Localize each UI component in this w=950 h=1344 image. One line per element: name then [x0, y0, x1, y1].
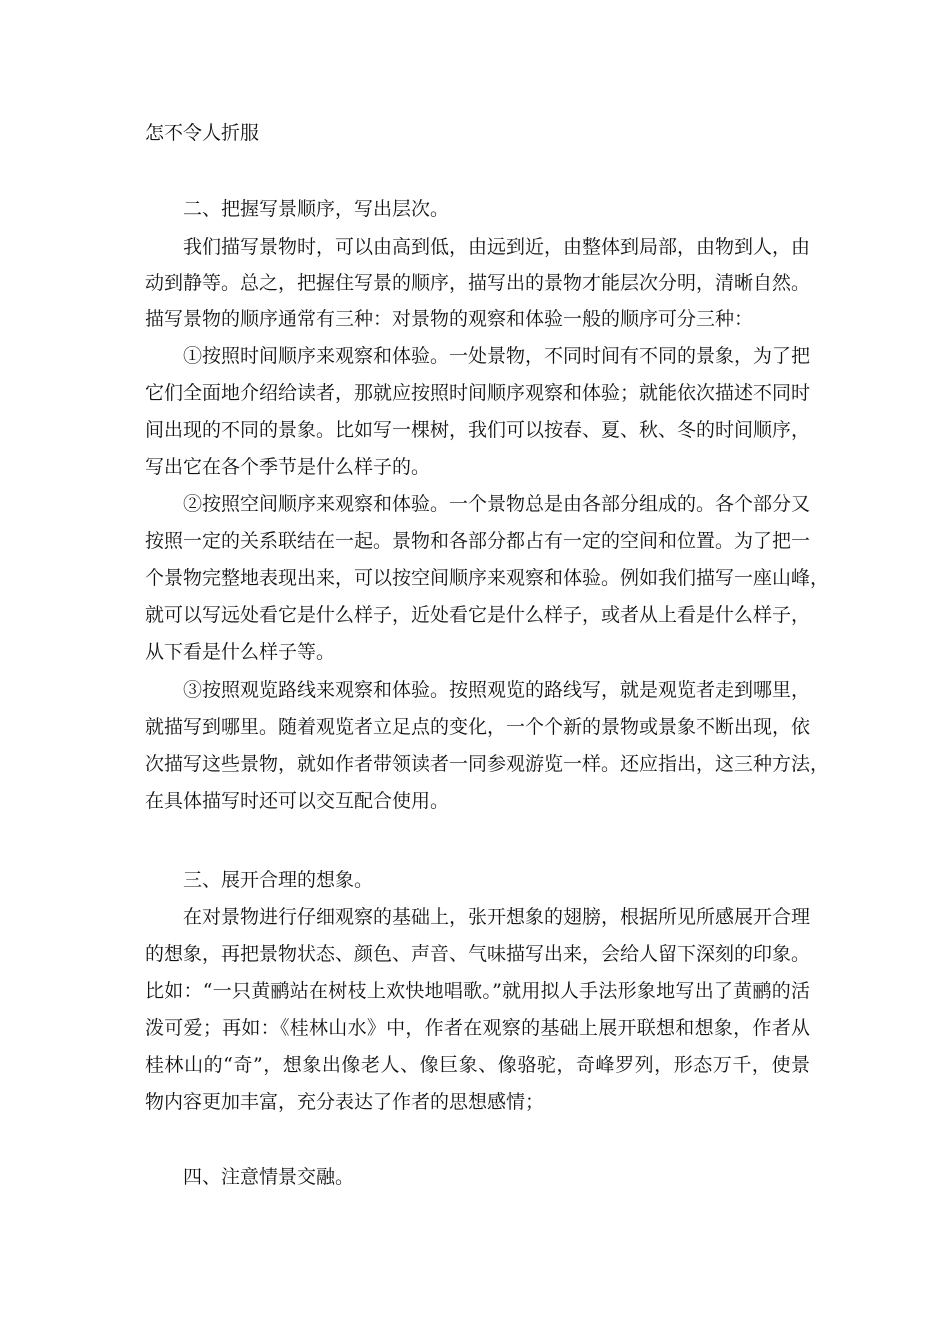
paragraph-line: 从下看是什么样子等。	[145, 641, 336, 663]
paragraph-line: 按照一定的关系联结在一起。景物和各部分都占有一定的空间和位置。为了把一	[145, 530, 811, 552]
paragraph-line: 次描写这些景物，就如作者带领读者一同参观游览一样。还应指出，这三种方法，	[145, 753, 830, 775]
paragraph-line: ①按照时间顺序来观察和体验。一处景物，不同时间有不同的景象，为了把	[183, 345, 811, 367]
paragraph-line: 就描写到哪里。随着观览者立足点的变化，一个个新的景物或景象不断出现，依	[145, 716, 811, 738]
paragraph-line: 泼可爱；再如：《桂林山水》中，作者在观察的基础上展开联想和想象，作者从	[145, 1017, 810, 1039]
continuation-text: 怎不令人折服	[145, 122, 260, 144]
paragraph-line: 它们全面地介绍给读者，那就应按照时间顺序观察和体验；就能依次描述不同时	[145, 382, 811, 404]
paragraph-line: 写出它在各个季节是什么样子的。	[145, 456, 431, 478]
paragraph-line: 在对景物进行仔细观察的基础上，张开想象的翅膀，根据所见所感展开合理	[183, 906, 811, 928]
paragraph-line: 动到静等。总之，把握住写景的顺序，描写出的景物才能层次分明，清晰自然。	[145, 272, 811, 294]
section3-heading: 三、展开合理的想象。	[183, 869, 374, 891]
paragraph-line: ②按照空间顺序来观察和体验。一个景物总是由各部分组成的。各个部分又	[183, 493, 811, 515]
paragraph-line: 物内容更加丰富，充分表达了作者的思想感情；	[145, 1091, 545, 1113]
paragraph-line: ③按照观览路线来观察和体验。按照观览的路线写，就是观览者走到哪里，	[183, 679, 811, 701]
paragraph-line: 桂林山的“奇”，想象出像老人、像巨象、像骆驼，奇峰罗列，形态万千，使景	[145, 1054, 810, 1076]
paragraph-line: 的想象，再把景物状态、颜色、声音、气味描写出来，会给人留下深刻的印象。	[145, 943, 811, 965]
paragraph-line: 在具体描写时还可以交互配合使用。	[145, 790, 450, 812]
paragraph-line: 比如：“一只黄鹂站在树枝上欢快地唱歌。”就用拟人手法形象地写出了黄鹂的活	[145, 980, 810, 1002]
paragraph-line: 我们描写景物时，可以由高到低，由远到近，由整体到局部，由物到人，由	[183, 236, 811, 258]
paragraph-line: 个景物完整地表现出来，可以按空间顺序来观察和体验。例如我们描写一座山峰，	[145, 567, 830, 589]
paragraph-line: 就可以写远处看它是什么样子，近处看它是什么样子，或者从上看是什么样子，	[145, 604, 811, 626]
paragraph-line: 间出现的不同的景象。比如写一棵树，我们可以按春、夏、秋、冬的时间顺序，	[145, 419, 811, 441]
section2-heading: 二、把握写景顺序，写出层次。	[183, 198, 450, 220]
section4-heading: 四、注意情景交融。	[183, 1166, 355, 1188]
paragraph-line: 描写景物的顺序通常有三种：对景物的观察和体验一般的顺序可分三种：	[145, 308, 754, 330]
